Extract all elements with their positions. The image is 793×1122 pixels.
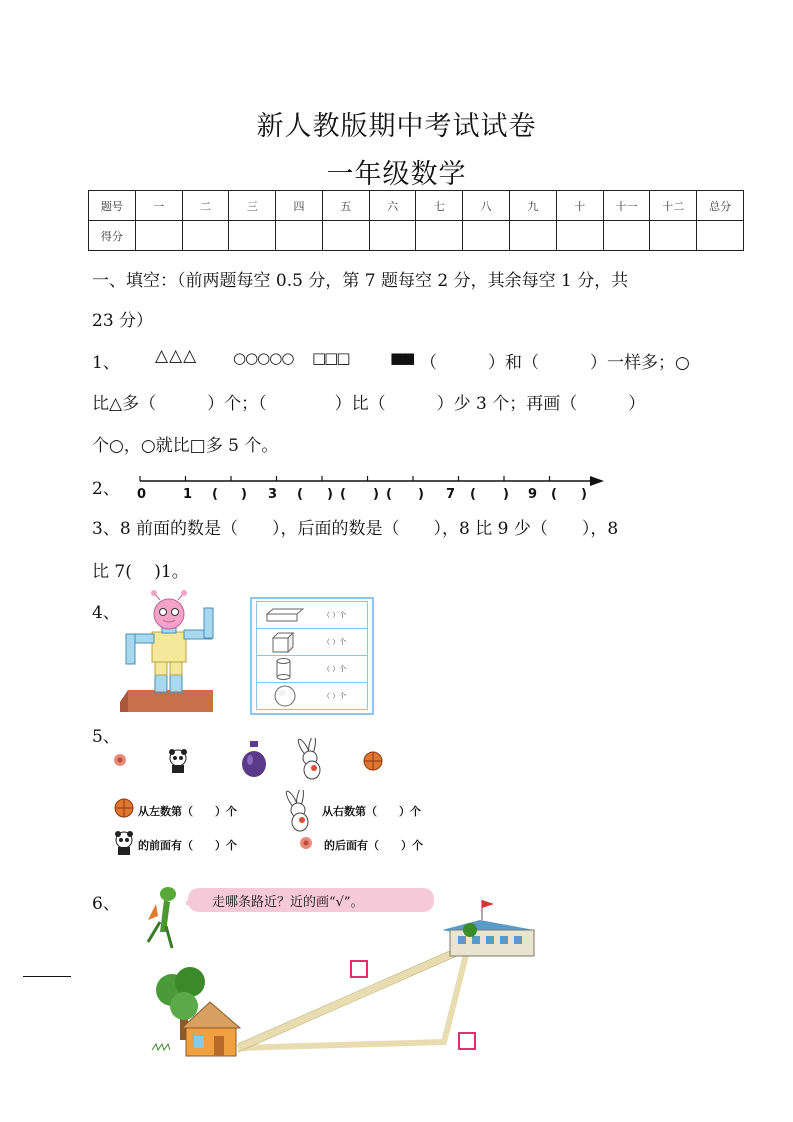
flower-icon bbox=[296, 835, 316, 851]
q1-line2: 比△多（ ）个；（ ）比（ ）少 3 个；再画（ ） bbox=[92, 394, 646, 414]
page-title: 新人教版期中考试试卷 bbox=[256, 111, 537, 142]
count-blank[interactable]: （ ）个 bbox=[323, 638, 347, 646]
q1-triangles: △△△ bbox=[155, 346, 198, 366]
shape-count-row bbox=[256, 601, 368, 629]
footnote-rule bbox=[23, 976, 71, 977]
rabbit-icon bbox=[292, 738, 332, 782]
basketball-icon bbox=[112, 797, 136, 819]
score-input-cell[interactable] bbox=[510, 221, 557, 251]
table-cell: 六 bbox=[369, 191, 416, 221]
score-table-header-row bbox=[89, 191, 744, 221]
shape-count-row bbox=[256, 655, 368, 683]
table-cell: 四 bbox=[276, 191, 323, 221]
score-input-cell[interactable] bbox=[463, 221, 510, 251]
q3-line2: 比 7( )1。 bbox=[92, 562, 189, 582]
nl-label: 7 bbox=[446, 487, 456, 502]
q5-behind: 的后面有（ ）个 bbox=[324, 839, 423, 852]
score-table-score-row bbox=[89, 221, 744, 251]
table-cell: 一 bbox=[135, 191, 182, 221]
q6-number: 6、 bbox=[92, 894, 120, 914]
q1-squares: □□□ bbox=[312, 349, 349, 367]
score-input-cell[interactable] bbox=[650, 221, 697, 251]
shape-count-row bbox=[256, 682, 368, 710]
score-input-cell[interactable] bbox=[182, 221, 229, 251]
shape-count-table bbox=[250, 597, 374, 715]
score-input-cell[interactable] bbox=[369, 221, 416, 251]
shape-count-row bbox=[256, 628, 368, 656]
score-input-cell[interactable] bbox=[556, 221, 603, 251]
panda-icon bbox=[112, 830, 136, 856]
score-input-cell[interactable] bbox=[416, 221, 463, 251]
table-cell: 五 bbox=[322, 191, 369, 221]
nl-label: ( bbox=[470, 487, 476, 502]
nl-label: ( bbox=[386, 487, 392, 502]
score-input-cell[interactable] bbox=[276, 221, 323, 251]
q3-line1: 3、8 前面的数是（ ），后面的数是（ ），8 比 9 少（ ），8 bbox=[92, 519, 619, 539]
panda-icon bbox=[166, 748, 190, 774]
nl-label: 9 bbox=[528, 487, 538, 502]
score-input-cell[interactable] bbox=[603, 221, 650, 251]
q6-speech-text: 走哪条路近？近的画“√”。 bbox=[212, 895, 364, 910]
nl-label: 3 bbox=[268, 487, 278, 502]
score-input-cell[interactable] bbox=[229, 221, 276, 251]
sphere-icon bbox=[273, 684, 297, 708]
nl-label: ( bbox=[212, 487, 218, 502]
table-cell: 九 bbox=[510, 191, 557, 221]
robot-icon bbox=[118, 590, 218, 718]
page-subtitle: 一年级数学 bbox=[326, 159, 467, 190]
table-cell: 十二 bbox=[650, 191, 697, 221]
table-cell: 二 bbox=[182, 191, 229, 221]
checkbox-short-route bbox=[351, 961, 367, 977]
nl-label: ) bbox=[581, 487, 587, 502]
number-line-arrow bbox=[590, 476, 604, 486]
count-blank[interactable]: （ ）个 bbox=[323, 665, 347, 673]
section-heading-cont: 23 分） bbox=[92, 311, 154, 331]
nl-label: ) bbox=[373, 487, 379, 502]
nl-label: ) bbox=[327, 487, 333, 502]
cuboid-icon bbox=[265, 607, 305, 623]
q1-filled-squares: ■■ bbox=[390, 349, 413, 367]
rabbit-icon bbox=[280, 790, 320, 832]
flag-icon bbox=[482, 900, 494, 920]
q1-number: 1、 bbox=[92, 353, 120, 373]
cube-icon bbox=[271, 631, 295, 653]
nl-label: ) bbox=[503, 487, 509, 502]
q5-number: 5、 bbox=[92, 727, 120, 747]
score-input-cell[interactable] bbox=[135, 221, 182, 251]
nl-label: ( bbox=[297, 487, 303, 502]
q5-front: 的前面有（ ）个 bbox=[138, 839, 237, 852]
nl-label: ) bbox=[241, 487, 247, 502]
q1-line3: 个○，○就比□多 5 个。 bbox=[92, 436, 279, 456]
table-cell: 题号 bbox=[89, 191, 136, 221]
nl-label: 1 bbox=[183, 487, 193, 502]
flower-icon bbox=[110, 752, 130, 768]
route-map bbox=[150, 890, 540, 1060]
q5-right-count: 从右数第（ ）个 bbox=[322, 805, 421, 818]
table-cell: 十一 bbox=[603, 191, 650, 221]
table-cell: 三 bbox=[229, 191, 276, 221]
checkbox-long-route bbox=[459, 1033, 475, 1049]
q2-number: 2、 bbox=[92, 479, 120, 499]
table-cell: 总分 bbox=[697, 191, 744, 221]
q5-left-count: 从左数第（ ）个 bbox=[138, 805, 237, 818]
vase-icon bbox=[240, 740, 268, 778]
q1-line1: （ ）和（ ）一样多；○ bbox=[420, 353, 690, 373]
score-input-cell[interactable] bbox=[697, 221, 744, 251]
nl-label: 0 bbox=[137, 487, 147, 502]
score-table bbox=[88, 190, 744, 251]
nl-label: ( bbox=[340, 487, 346, 502]
nl-label: ( bbox=[551, 487, 557, 502]
count-blank[interactable]: （ ）个 bbox=[323, 692, 347, 700]
section-heading: 一、填空：（前两题每空 0.5 分，第 7 题每空 2 分，其余每空 1 分，共 bbox=[92, 271, 629, 291]
q1-circles: ○○○○○ bbox=[233, 349, 294, 367]
table-cell: 八 bbox=[463, 191, 510, 221]
basketball-icon bbox=[362, 751, 384, 771]
nl-label: ) bbox=[418, 487, 424, 502]
school-icon bbox=[442, 920, 534, 956]
table-cell: 七 bbox=[416, 191, 463, 221]
table-cell: 得分 bbox=[89, 221, 136, 251]
count-blank[interactable]: （ ）个 bbox=[323, 611, 347, 619]
score-input-cell[interactable] bbox=[322, 221, 369, 251]
cylinder-icon bbox=[275, 657, 293, 681]
table-cell: 十 bbox=[556, 191, 603, 221]
q4-number: 4、 bbox=[92, 603, 120, 623]
